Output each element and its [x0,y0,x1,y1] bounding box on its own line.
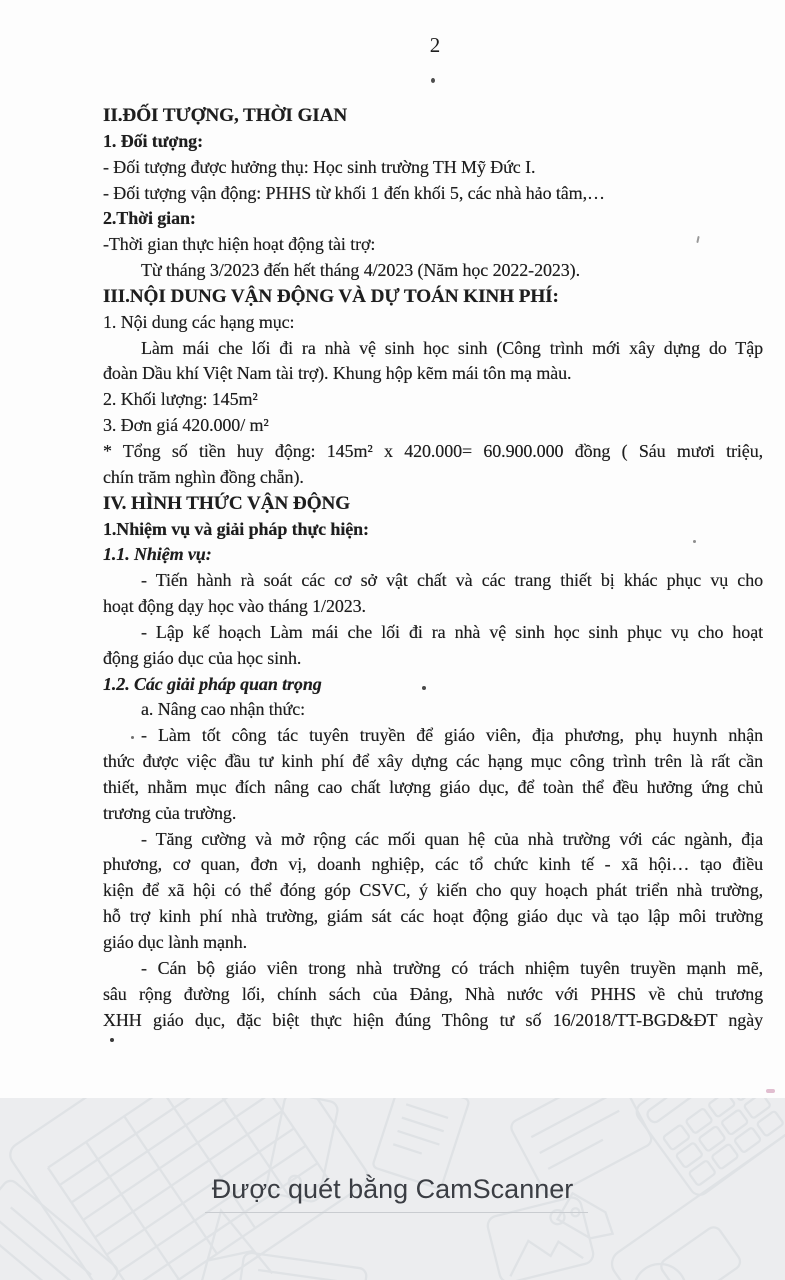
text-line: 2.Thời gian: [103,208,196,229]
text-line: 1.1. Nhiệm vụ: [103,544,212,565]
text-line: 2. Khối lượng: 145m² [103,389,258,410]
scan-artifact-dot [422,686,426,690]
text-line: 1. Đối tượng: [103,130,203,151]
text-line: giáo dục lành mạnh. [103,932,248,952]
document-body [103,103,763,1033]
watermark-underline [205,1212,588,1213]
text-line: hoạt động dạy học vào tháng 1/2023. [103,596,366,617]
text-line: hỗ trợ kinh phí nhà trường, giám sát các hoạt động giáo dục và tạo lập môi trường [103,906,763,927]
text-line: 1. Nội dung các hạng mục: [103,311,295,332]
scan-artifact-dot [110,1038,114,1042]
text-line: chín trăm nghìn đồng chẵn). [103,466,304,487]
paper-doodle-icon [234,1252,367,1280]
camscanner-watermark-link[interactable]: Được quét bằng CamScanner [211,1174,574,1204]
text-line: phương, cơ quan, đơn vị, doanh nghiệp, các tổ chức kinh tế - xã hội… tạo điều [103,854,763,875]
text-line: * Tổng số tiền huy động: 145m² x 420.000= 60.900.000 đồng ( Sáu mươi triệu, [103,440,763,461]
text-line: 1.2. Các giải pháp quan trọng [103,673,322,694]
text-line: đoàn Dầu khí Việt Nam tài trợ). Khung hộp kẽm mái tôn mạ màu. [103,363,572,384]
text-line: - Tăng cường và mở rộng các mối quan hệ của nhà trường với các ngành, địa [141,828,763,849]
scan-artifact-dot [131,736,134,739]
text-line: Từ tháng 3/2023 đến hết tháng 4/2023 (Năm học 2022-2023). [141,260,580,281]
photo-doodle-icon [486,1195,596,1280]
text-line: - Làm tốt công tác tuyên truyền để giáo viên, địa phương, phụ huynh nhận [141,725,763,746]
text-line: trương của trường. [103,802,237,823]
page-number: 2 [429,33,441,57]
text-line: kiện để xã hội có thể đóng góp CSVC, ý kiến cho quy hoạch phát triển nhà trường, [103,880,763,901]
letter-a-doodle-icon [185,1203,272,1280]
text-line: -Thời gian thực hiện hoạt động tài trợ: [103,234,376,255]
text-line: - Lập kế hoạch Làm mái che lối đi ra nhà vệ sinh học sinh phục vụ cho hoạt [141,621,763,642]
text-line: 1.Nhiệm vụ và giải pháp thực hiện: [103,518,369,539]
scan-artifact-dot [693,540,696,543]
camscanner-footer [0,1098,785,1280]
scan-artifact-speck [766,1089,775,1093]
text-line: IV. HÌNH THỨC VẬN ĐỘNG [103,492,351,514]
text-line: thức được việc đầu tư kinh phí để xây dựng các hạng mục công trình trên là rất cần [103,751,763,772]
text-line: - Tiến hành rà soát các cơ sở vật chất và các trang thiết bị khác phục vụ cho [141,570,763,591]
text-line: III.NỘI DUNG VẬN ĐỘNG VÀ DỰ TOÁN KINH PHÍ: [103,285,559,307]
text-line: II.ĐỐI TƯỢNG, THỜI GIAN [103,105,348,126]
text-line: - Đối tượng được hưởng thụ: Học sinh trường TH Mỹ Đức I. [103,156,536,177]
text-line: sâu rộng đường lối, chính sách của Đảng, Nhà nước với PHHS về chủ trương [103,983,763,1004]
text-line: động giáo dục của học sinh. [103,647,302,668]
text-line: - Đối tượng vận động: PHHS từ khối 1 đến khối 5, các nhà hảo tâm,… [103,182,605,203]
text-line: - Cán bộ giáo viên trong nhà trường có trách nhiệm tuyên truyền mạnh mẽ, [141,957,763,978]
scan-artifact-dot [431,78,435,83]
text-line: XHH giáo dục, đặc biệt thực hiện đúng Thông tư số 16/2018/TT-BGD&ĐT ngày [103,1009,763,1030]
text-line: thiết, nhằm mục đích nâng cao chất lượng giáo dục, để toàn thể đều hưởng ứng chủ [103,776,763,797]
text-line: Làm mái che lối đi ra nhà vệ sinh học sinh (Công trình mới xây dựng do Tập [141,337,763,358]
circle-doodle-icon [634,1264,686,1280]
text-line: 3. Đơn giá 420.000/ m² [103,415,269,436]
text-line: a. Nâng cao nhận thức: [141,699,305,720]
